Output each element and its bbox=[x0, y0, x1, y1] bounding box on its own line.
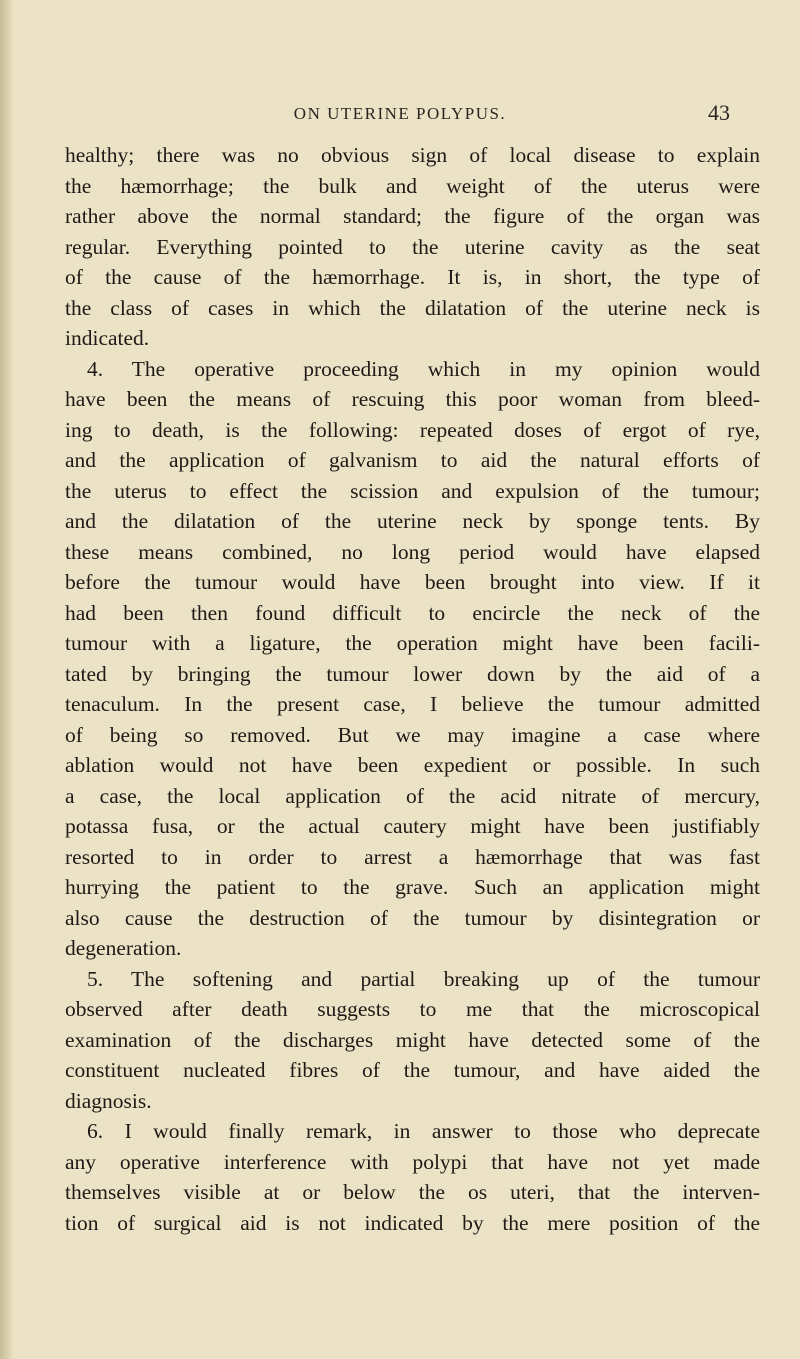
text-line: had been then found difficult to encircle the neck of the bbox=[65, 600, 760, 625]
text-line: indicated. bbox=[65, 326, 150, 350]
text-line: rather above the normal standard; the figure of the organ was bbox=[65, 204, 760, 228]
text-line: before the tumour would have been brought into view. If it bbox=[65, 570, 760, 594]
text-line: hurrying the patient to the grave. Such an application might bbox=[65, 875, 760, 899]
text-line: a case, the local application of the acid nitrate of mercury, bbox=[65, 783, 760, 808]
page-edge bbox=[0, 0, 14, 1359]
text-line: healthy; there was no obvious sign of local disease to explain bbox=[65, 143, 760, 167]
text-line: observed after death suggests to me that the microscopical bbox=[65, 997, 760, 1021]
text-line: and the dilatation of the uterine neck by sponge tents. By bbox=[65, 509, 760, 533]
running-head bbox=[0, 100, 800, 136]
text-line: of being so removed. But we may imagine a case where bbox=[65, 722, 760, 747]
text-line: any operative interference with polypi that have not yet made bbox=[65, 1149, 760, 1174]
page-number: 43 bbox=[708, 100, 730, 125]
body-text bbox=[65, 140, 760, 1238]
text-line: regular. Everything pointed to the uterine cavity as the seat bbox=[65, 234, 760, 259]
text-line: also cause the destruction of the tumour by disintegration or bbox=[65, 905, 760, 930]
text-line: these means combined, no long period would have elapsed bbox=[65, 539, 760, 564]
text-line: tumour with a ligature, the operation might have been facili- bbox=[65, 631, 760, 655]
running-title: ON UTERINE POLYPUS. bbox=[293, 104, 507, 123]
text-line: the uterus to effect the scission and expulsion of the tumour; bbox=[65, 478, 760, 503]
text-line: constituent nucleated fibres of the tumour, and have aided the bbox=[65, 1058, 760, 1082]
text-line: and the application of galvanism to aid the natural efforts of bbox=[65, 448, 760, 472]
text-line: tated by bringing the tumour lower down by the aid of a bbox=[65, 661, 760, 686]
text-line: 6. I would finally remark, in answer to those who deprecate bbox=[87, 1119, 760, 1143]
text-line: of the cause of the hæmorrhage. It is, in short, the type of bbox=[65, 265, 760, 289]
text-line: tenaculum. In the present case, I believe the tumour admitted bbox=[65, 692, 760, 716]
text-line: have been the means of rescuing this poor woman from bleed- bbox=[65, 387, 760, 411]
text-line: tion of surgical aid is not indicated by the mere position of the bbox=[65, 1210, 760, 1235]
text-line: the class of cases in which the dilatation of the uterine neck is bbox=[65, 295, 760, 320]
text-line: degeneration. bbox=[65, 936, 182, 960]
text-line: examination of the discharges might have detected some of the bbox=[65, 1027, 760, 1052]
text-line: themselves visible at or below the os uteri, that the interven- bbox=[65, 1180, 760, 1204]
text-line: ablation would not have been expedient or possible. In such bbox=[65, 753, 760, 777]
text-line: 4. The operative proceeding which in my opinion would bbox=[87, 356, 760, 381]
text-line: diagnosis. bbox=[65, 1088, 152, 1113]
text-line: ing to death, is the following: repeated doses of ergot of rye, bbox=[65, 417, 760, 442]
text-line: resorted to in order to arrest a hæmorrhage that was fast bbox=[65, 844, 760, 869]
text-line: 5. The softening and partial breaking up of the tumour bbox=[87, 966, 760, 991]
text-line: the hæmorrhage; the bulk and weight of the uterus were bbox=[65, 173, 760, 198]
text-line: potassa fusa, or the actual cautery might have been justifiably bbox=[65, 814, 760, 838]
